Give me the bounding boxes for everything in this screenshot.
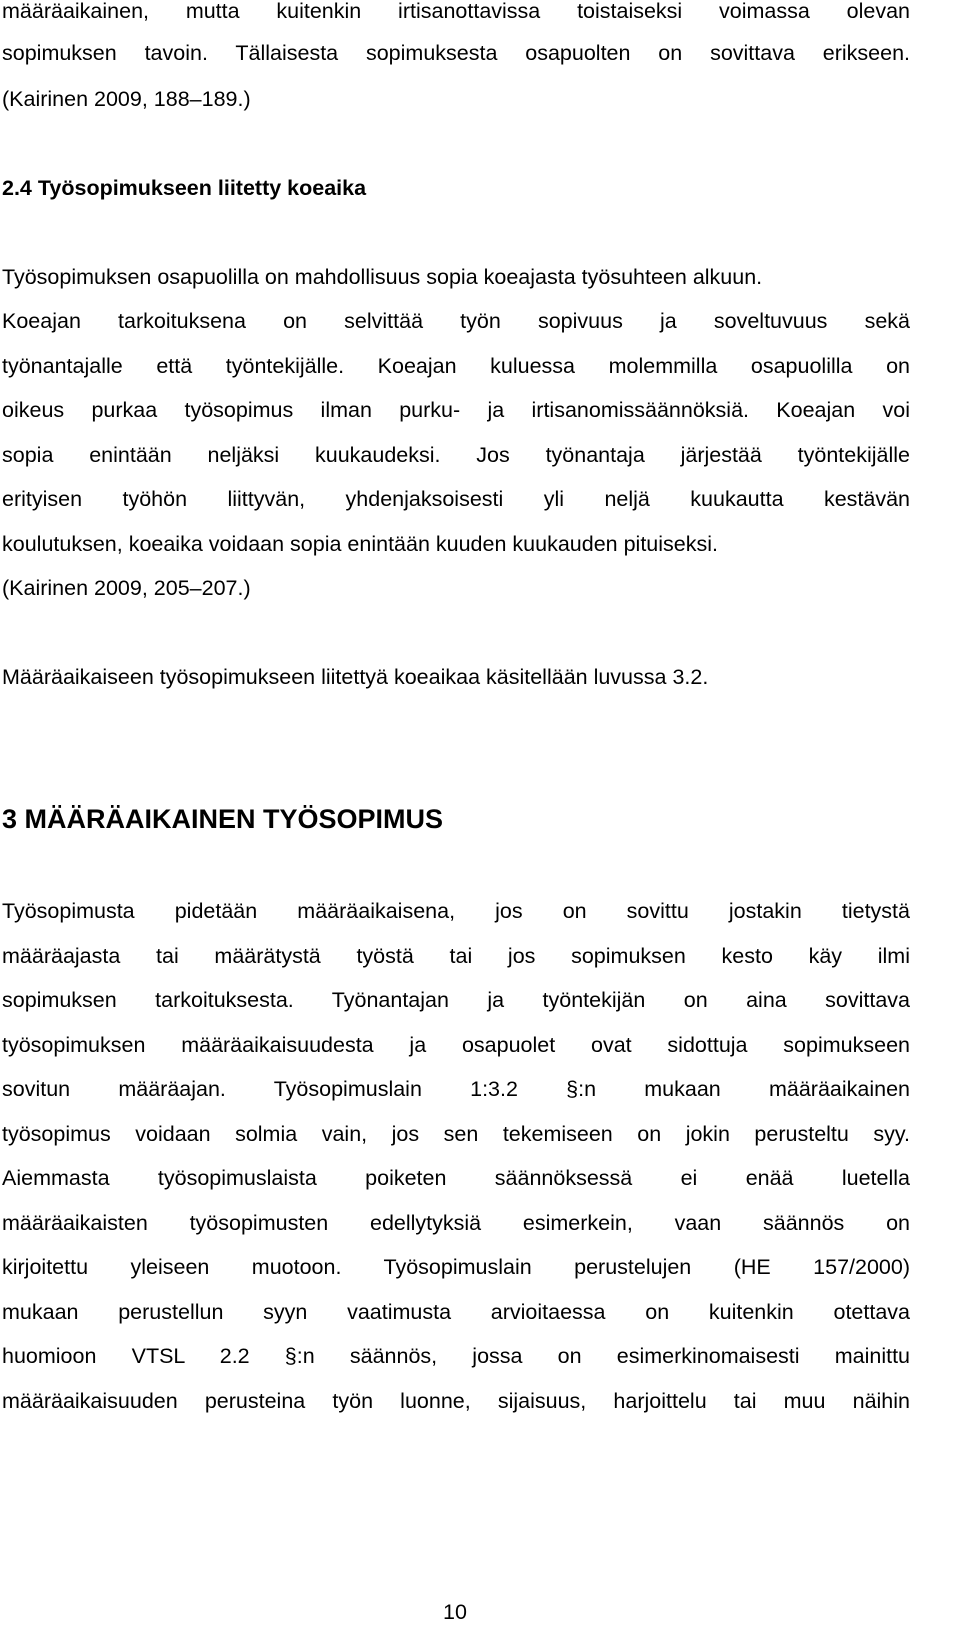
section-heading: 2.4 Työsopimukseen liitetty koeaika (2, 176, 367, 200)
text-line: oikeus purkaa työsopimus ilman purku- ja irtisanomissäännöksiä. Koeajan voi (2, 398, 910, 422)
text-line: työsopimuksen määräaikaisuudesta ja osapuolet ovat sidottuja sopimukseen (2, 1033, 910, 1057)
text-line: (Kairinen 2009, 205–207.) (2, 576, 251, 600)
text-line: määräaikaisuuden perusteina työn luonne, sijaisuus, harjoittelu tai muu näihin (2, 1389, 910, 1413)
text-line: Työsopimuksen osapuolilla on mahdollisuus sopia koeajasta työsuhteen alkuun. (2, 265, 763, 289)
text-line: sovitun määräajan. Työsopimuslain 1:3.2 §:n mukaan määräaikainen (2, 1077, 910, 1101)
text-line: mukaan perustellun syyn vaatimusta arvioitaessa on kuitenkin otettava (2, 1300, 910, 1324)
text-line: työnantajalle että työntekijälle. Koeajan kuluessa molemmilla osapuolilla on (2, 354, 910, 378)
text-line: huomioon VTSL 2.2 §:n säännös, jossa on esimerkinomaisesti mainittu (2, 1344, 910, 1368)
text-line: määräaikaisten työsopimusten edellytyksiä esimerkein, vaan säännös on (2, 1211, 910, 1235)
text-line: Koeajan tarkoituksena on selvittää työn sopivuus ja soveltuvuus sekä (2, 309, 910, 333)
text-line: työsopimus voidaan solmia vain, jos sen tekemiseen on jokin perusteltu syy. (2, 1122, 910, 1146)
text-line: sopimuksen tavoin. Tällaisesta sopimuksesta osapuolten on sovittava erikseen. (2, 41, 910, 65)
chapter-heading: 3 MÄÄRÄAIKAINEN TYÖSOPIMUS (2, 804, 444, 834)
text-line: (Kairinen 2009, 188–189.) (2, 87, 251, 111)
text-line: erityisen työhön liittyvän, yhdenjaksoisesti yli neljä kuukautta kestävän (2, 487, 910, 511)
text-line: sopimuksen tarkoituksesta. Työnantajan ja työntekijän on aina sovittava (2, 988, 910, 1012)
cross-reference-note: Määräaikaiseen työsopimukseen liitettyä koeaikaa käsitellään luvussa 3.2. (2, 665, 709, 689)
text-line: koulutuksen, koeaika voidaan sopia enintään kuuden kuukauden pituiseksi. (2, 532, 718, 556)
text-line: kirjoitettu yleiseen muotoon. Työsopimuslain perustelujen (HE 157/2000) (2, 1255, 910, 1279)
text-line: määräaikainen, mutta kuitenkin irtisanottavissa toistaiseksi voimassa olevan (2, 0, 910, 23)
text-line: sopia enintään neljäksi kuukaudeksi. Jos työnantaja järjestää työntekijälle (2, 443, 910, 467)
text-line: Työsopimusta pidetään määräaikaisena, jos on sovittu jostakin tietystä (2, 899, 910, 923)
text-line: Aiemmasta työsopimuslaista poiketen säännöksessä ei enää luetella (2, 1166, 910, 1190)
text-line: määräajasta tai määrätystä työstä tai jos sopimuksen kesto käy ilmi (2, 944, 910, 968)
page-number: 10 (443, 1600, 467, 1624)
